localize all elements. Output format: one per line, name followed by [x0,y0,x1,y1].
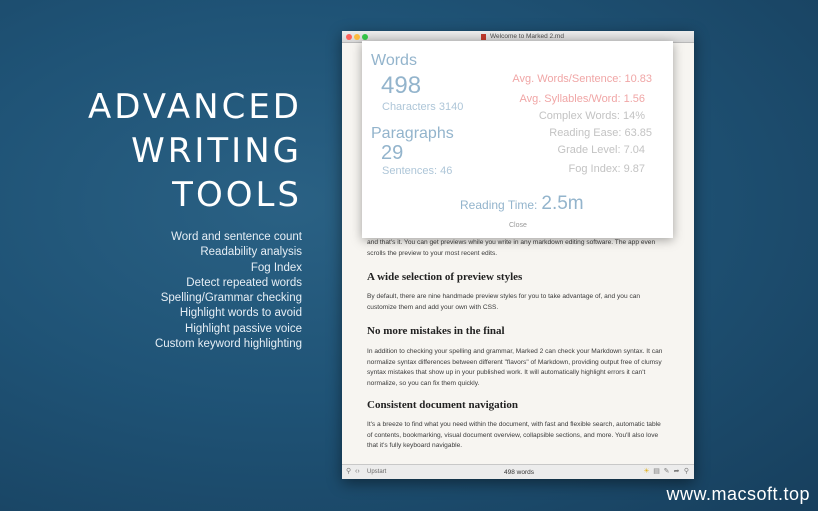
reading-time [460,193,584,215]
feature-list [155,230,302,352]
section-heading: A wide selection of preview styles [367,271,523,283]
words-label: Words [371,52,417,69]
preview-style-selector[interactable]: Upstart [367,469,387,475]
feature-item: Highlight passive voice [185,322,302,335]
section-paragraph: By default, there are nine handmade preview styles for you to take advantage of, and you can customize them and add your own with CSS. [367,293,641,311]
section-heading: Consistent document navigation [367,399,518,411]
close-button[interactable]: Close [509,222,527,229]
reading-ease: Reading Ease: 63.85 [549,127,652,139]
status-bar [342,464,694,479]
feature-item: Readability analysis [200,246,302,259]
fog-index: Fog Index: 9.87 [568,163,645,175]
hero-line-3: TOOLS [172,175,302,215]
window-zoom-button[interactable] [362,34,368,40]
feature-item: Word and sentence count [171,231,302,243]
grade-level: Grade Level: 7.04 [557,144,645,156]
words-value: 498 [381,72,422,99]
avg-syllables-per-word: Avg. Syllables/Word: 1.56 [519,93,645,105]
word-count[interactable]: 498 words [504,468,534,476]
paragraphs-value: 29 [381,142,404,164]
characters-count: Characters 3140 [382,101,464,113]
hero-heading [88,85,302,217]
feature-item: Highlight words to avoid [179,307,302,320]
document-statistics-panel [362,41,673,238]
document-icon-button[interactable]: ▤ [653,468,660,475]
paragraphs-label: Paragraphs [371,125,454,142]
hero-line-2: WRITING [131,131,302,171]
pin-icon[interactable]: ⚲ [346,468,352,475]
edit-icon[interactable]: ✎ [663,468,670,475]
theme-icon[interactable]: ☀ [643,468,650,475]
section-paragraph: In addition to checking your spelling and grammar, Marked 2 can check your Markdown syntax. It can normalize syntax differences between different "flavors" of Markdown, providing output free of clumsy syntax mistakes that show up in your published work. It will automatically highlight errors it can't normalize, so you can fix them quickly. [367,348,663,387]
intro-paragraph: and that's it. You can get previews while you write in any markdown editing software. The app even scrolls the preview to your most recent edits. [367,239,656,257]
reading-time-value: 2.5m [541,193,584,214]
feature-item: Custom keyword highlighting [154,338,302,351]
document-icon [481,34,486,40]
window-close-button[interactable] [346,34,352,40]
watermark: www.macsoft.top [666,484,810,504]
search-icon[interactable]: ⚲ [683,468,690,475]
feature-item: Detect repeated words [186,276,302,289]
sentences-count: Sentences: 46 [382,165,453,177]
section-paragraph: It's a breeze to find what you need within the document, with fast and flexible search, automatic table of contents, bookmarking, visual document overview, collapsible sections, and more. You'll also love that it's fully keyboard navigable. [367,421,661,449]
feature-item: Fog Index [250,261,302,274]
hero-line-1: ADVANCED [87,87,302,127]
status-tools [643,468,690,475]
share-icon[interactable]: ➦ [673,468,680,475]
source-icon[interactable]: ‹› [355,468,360,475]
window-minimize-button[interactable] [354,34,360,40]
avg-words-per-sentence: Avg. Words/Sentence: 10.83 [512,73,652,85]
complex-words: Complex Words: 14% [538,110,645,122]
section-heading: No more mistakes in the final [367,325,505,337]
window-title: Welcome to Marked 2.md [490,33,564,40]
reading-time-label: Reading Time: [460,198,538,212]
feature-item: Spelling/Grammar checking [160,292,302,305]
